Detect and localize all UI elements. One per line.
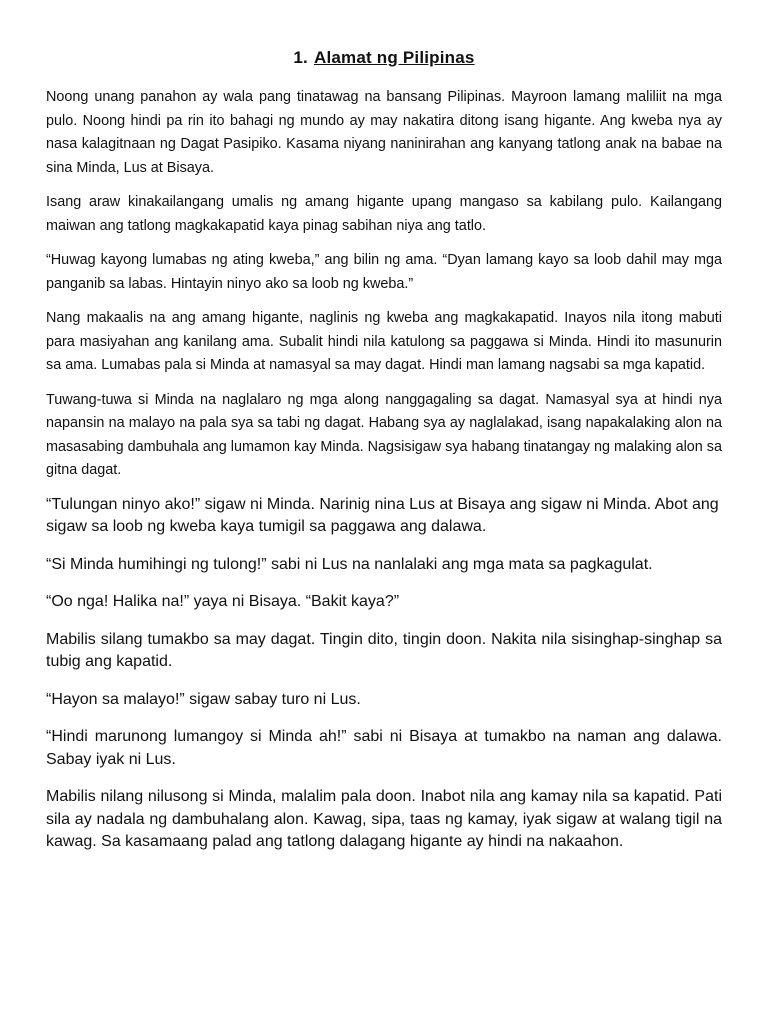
- paragraph: “Tulungan ninyo ako!” sigaw ni Minda. Narinig nina Lus at Bisaya ang sigaw ni Minda. Abot ang sigaw sa loob ng kweba kaya tumigil sa paggawa ang dalawa.: [46, 495, 719, 535]
- paragraph: Mabilis silang tumakbo sa may dagat. Tingin dito, tingin doon. Nakita nila sisinghap-singhap sa tubig ang kapatid.: [46, 630, 722, 670]
- paragraph: Mabilis nilang nilusong si Minda, malalim pala doon. Inabot nila ang kamay nila sa kapatid. Pati sila ay nadala ng dambuhalang alon. Kawag, sipa, taas ng kamay, iyak sigaw at walang tigil na kawag. Sa kasamaang palad ang tatlong dalagang higante ay hindi na nakaahon.: [46, 788, 722, 850]
- paragraph: “Oo nga! Halika na!” yaya ni Bisaya. “Bakit kaya?”: [46, 593, 400, 610]
- paragraph: Nang makaalis na ang amang higante, naglinis ng kweba ang magkakapatid. Inayos nila itong mabuti para masiyahan ang kanilang ama. Subalit hindi nila katulong sa paggawa si Minda. Hindi ito masunurin sa ama. Lumabas pala si Minda at namasyal sa may dagat. Hindi man lamang nagsabi sa mga kapatid.: [46, 310, 722, 373]
- paragraph: “Si Minda humihingi ng tulong!” sabi ni Lus na nanlalaki ang mga mata sa pagkagulat.: [46, 555, 653, 573]
- page-title: [46, 48, 722, 68]
- paragraph: Isang araw kinakailangang umalis ng amang higante upang mangaso sa kabilang pulo. Kailangang maiwan ang tatlong magkakapatid kaya pinag sabihan niya ang tatlo.: [46, 194, 722, 234]
- paragraph: “Hayon sa malayo!” sigaw sabay turo ni Lus.: [46, 690, 361, 708]
- title-number: 1.: [293, 48, 308, 67]
- paragraph: Tuwang-tuwa si Minda na naglalaro ng mga along nanggagaling sa dagat. Namasyal sya at hindi nya napansin na malayo na pala sya sa tabi ng dagat. Habang sya ay naglalakad, isang napakalaking alon na masasabing dambuhala ang lumamon kay Minda. Nagsisigaw sya habang tinatangay ng malaking alon sa gitna dagat.: [46, 391, 722, 478]
- paragraph: Noong unang panahon ay wala pang tinatawag na bansang Pilipinas. Mayroon lamang maliliit na mga pulo. Noong hindi pa rin ito bahagi ng mundo ay may nakatira ditong isang higante. Ang kweba nya ay nasa kalagitnaan ng Dagat Pasipiko. Kasama niyang naninirahan ang kanyang tatlong anak na babae na sina Minda, Lus at Bisaya.: [46, 89, 722, 176]
- paragraph: “Huwag kayong lumabas ng ating kweba,” ang bilin ng ama. “Dyan lamang kayo sa loob dahil may mga panganib sa labas. Hintayin ninyo ako sa loob ng kweba.”: [46, 252, 722, 292]
- paragraph: “Hindi marunong lumangoy si Minda ah!” sabi ni Bisaya at tumakbo na naman ang dalawa. Sabay iyak ni Lus.: [46, 728, 722, 768]
- title-text: Alamat ng Pilipinas: [313, 48, 475, 67]
